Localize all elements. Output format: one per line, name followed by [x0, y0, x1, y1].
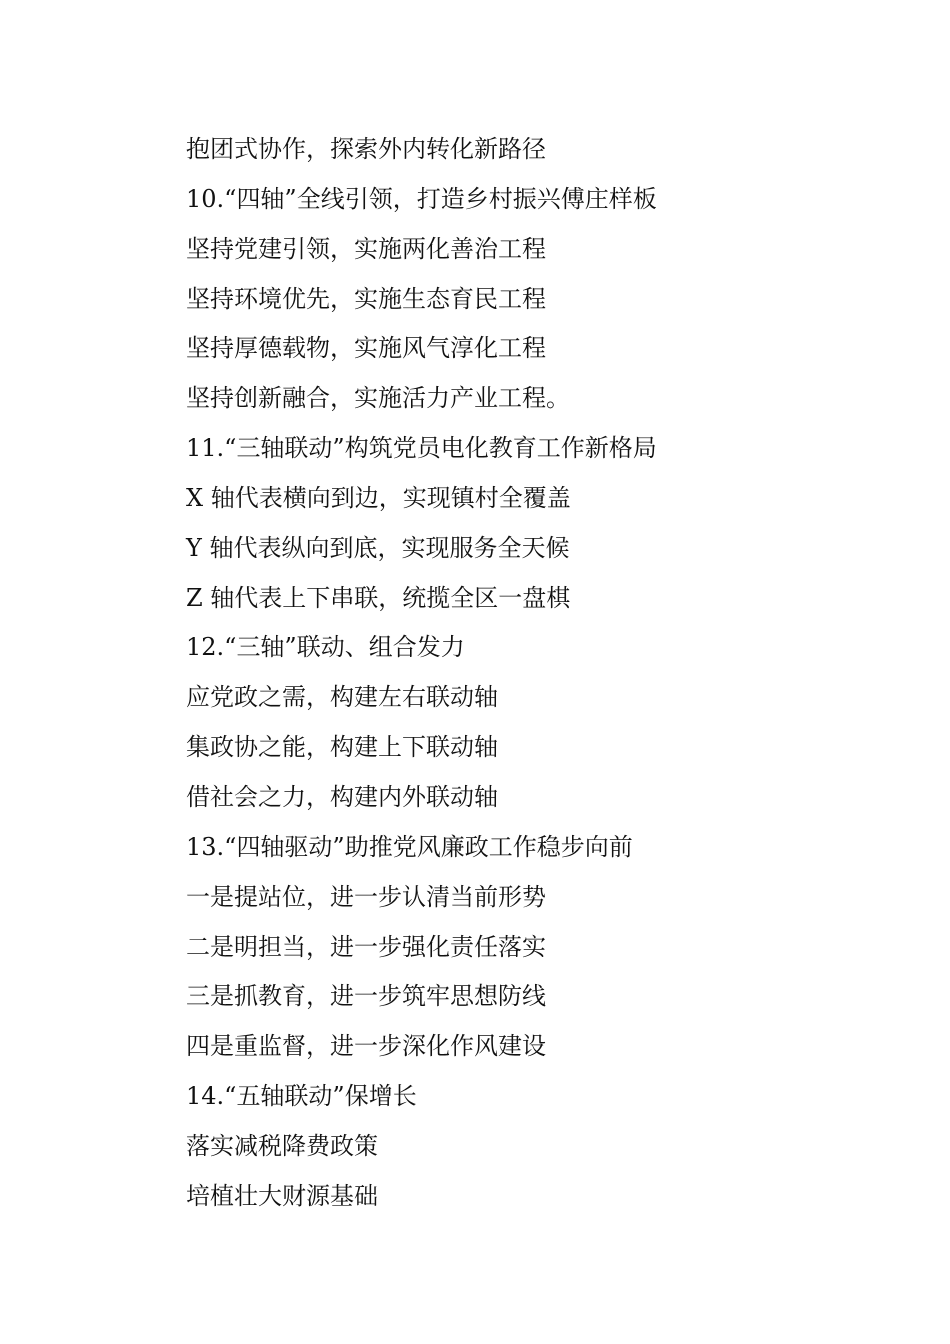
text-line: 应党政之需，构建左右联动轴: [186, 683, 498, 712]
document-body: [186, 125, 886, 1222]
text-line: 一是提站位，进一步认清当前形势: [186, 882, 546, 911]
text-line: 坚持党建引领，实施两化善治工程: [186, 234, 546, 263]
text-line: 坚持创新融合，实施活力产业工程。: [186, 384, 570, 413]
text-line: X 轴代表横向到边，实现镇村全覆盖: [186, 483, 571, 512]
text-line: 三是抓教育，进一步筑牢思想防线: [186, 982, 546, 1011]
section-heading: 11.“三轴联动”构筑党员电化教育工作新格局: [186, 434, 657, 463]
text-line: Y 轴代表纵向到底，实现服务全天候: [186, 533, 570, 562]
text-line: 抱团式协作，探索外内转化新路径: [186, 135, 546, 163]
section-heading: 13.“四轴驱动”助推党风廉政工作稳步向前: [186, 832, 633, 861]
text-line: 集政协之能，构建上下联动轴: [186, 733, 498, 762]
text-line: 坚持厚德载物，实施风气淳化工程: [186, 334, 546, 363]
text-line: 培植壮大财源基础: [186, 1181, 378, 1210]
text-line: 坚持环境优先，实施生态育民工程: [186, 284, 546, 313]
text-line: Z 轴代表上下串联，统揽全区一盘棋: [186, 583, 571, 612]
text-line: 二是明担当，进一步强化责任落实: [186, 932, 546, 961]
text-line: 四是重监督，进一步深化作风建设: [186, 1032, 546, 1061]
section-heading: 12.“三轴”联动、组合发力: [186, 633, 465, 662]
section-heading: 14.“五轴联动”保增长: [186, 1082, 417, 1111]
text-line: 借社会之力，构建内外联动轴: [186, 782, 498, 811]
text-line: 落实减税降费政策: [186, 1131, 378, 1160]
section-heading: 10.“四轴”全线引领，打造乡村振兴傅庄样板: [186, 184, 657, 213]
